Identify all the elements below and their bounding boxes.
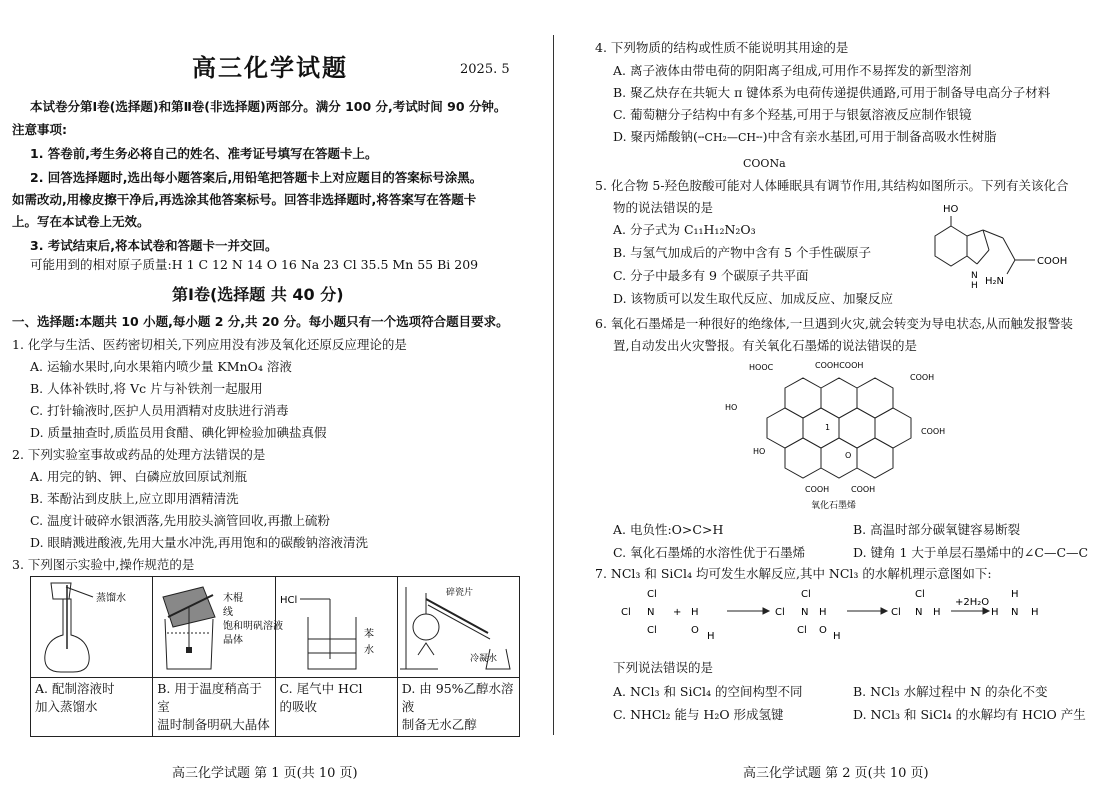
q3-caption-c2: 的吸收 — [279, 699, 318, 714]
q7-option-a: A. NCl₃ 和 SiCl₄ 的空间构型不同 — [613, 684, 803, 699]
q6-option-d: D. 键角 1 大于单层石墨烯中的∠C—C—C — [853, 545, 1089, 560]
q1-option-b: B. 人体补铁时,将 Vc 片与补铁剂一起服用 — [30, 381, 263, 396]
hcl-absorption-figure — [276, 577, 396, 677]
q3-caption-a1: A. 配制溶液时 — [35, 681, 115, 696]
q2-option-a: A. 用完的钠、钾、白磷应放回原试剂瓶 — [30, 469, 247, 484]
graphene-oxide-structure — [725, 358, 955, 513]
q3-cell-b — [153, 577, 284, 737]
svg-text:N: N — [801, 607, 809, 618]
svg-text:Cl: Cl — [775, 607, 785, 618]
mol-nh2: H₂N — [985, 276, 1005, 287]
q3-caption-c1: C. 尾气中 HCl — [279, 681, 363, 696]
svg-text:H: H — [1011, 589, 1019, 600]
footer-page-2: 高三化学试题 第 2 页(共 10 页) — [743, 766, 929, 781]
q5-option-c: C. 分子中最多有 9 个碳原子共平面 — [613, 268, 809, 283]
q4-option-c: C. 葡萄糖分子结构中有多个羟基,可用于与银氨溶液反应制作银镜 — [613, 107, 972, 122]
go-epoxide-o: O — [845, 451, 852, 460]
atomic-masses: 可能用到的相对原子质量:H 1 C 12 N 14 O 16 Na 23 Cl 35.5 Mn 55 Bi 209 — [30, 257, 479, 272]
svg-text:H: H — [819, 607, 827, 618]
svg-text:H: H — [1031, 607, 1039, 618]
go-angle-label: 1 — [825, 423, 831, 432]
distillation-figure — [398, 577, 518, 677]
svg-text:+2H₂O: +2H₂O — [955, 597, 990, 608]
q3-experiment-table — [30, 576, 520, 737]
notes-title: 注意事项: — [12, 122, 67, 137]
note-2a: 2. 回答选择题时,选出每小题答案后,用铅笔把答题卡上对应题目的答案标号涂黑。 — [30, 170, 483, 185]
exam-date: 2025. 5 — [460, 62, 510, 77]
svg-text:O: O — [691, 625, 699, 636]
q5-option-b: B. 与氢气加成后的产物中含有 5 个手性碳原子 — [613, 245, 872, 260]
q4-coona: COONa — [743, 157, 786, 170]
note-2b: 如需改动,用橡皮擦干净后,再选涂其他答案标号。回答非选择题时,将答案写在答题卡 — [12, 192, 477, 207]
q4-polymer-unit: ╌CH₂—CH╌ — [697, 131, 763, 144]
mol-ho: HO — [943, 204, 959, 215]
q2-stem: 2. 下列实验室事故或药品的处理方法错误的是 — [12, 447, 266, 462]
label-cooling-water: 冷凝水 — [469, 654, 497, 664]
svg-text:Cl: Cl — [647, 589, 657, 600]
q3-caption-a2: 加入蒸馏水 — [35, 699, 98, 714]
label-saturated-solution: 饱和明矾溶液 — [223, 621, 284, 632]
svg-text:Cl: Cl — [801, 589, 811, 600]
label-distilled-water: 蒸馏水 — [96, 593, 126, 604]
q1-stem: 1. 化学与生活、医药密切相关,下列应用没有涉及氧化还原反应理论的是 — [12, 337, 407, 352]
q2-option-c: C. 温度计破碎水银洒落,先用胶头滴管回收,再撒上硫粉 — [30, 513, 331, 528]
page-2 — [575, 0, 1110, 800]
section-title: 第Ⅰ卷(选择题 共 40 分) — [172, 285, 344, 304]
svg-text:N: N — [915, 607, 923, 618]
svg-text:N: N — [647, 607, 655, 618]
mol-cooh: COOH — [1037, 256, 1068, 267]
q2-option-b: B. 苯酚沾到皮肤上,应立即用酒精清洗 — [30, 491, 239, 506]
go-cooh-top-right: COOH — [910, 373, 935, 382]
label-crystal: 晶体 — [223, 635, 244, 646]
svg-text:Cl: Cl — [797, 625, 807, 636]
label-hcl: HCl — [279, 595, 297, 606]
q5-stem-2: 物的说法错误的是 — [613, 200, 714, 215]
q7-option-b: B. NCl₃ 水解过程中 N 的杂化不变 — [853, 684, 1048, 699]
svg-text:Cl: Cl — [621, 607, 631, 618]
go-caption: 氧化石墨烯 — [811, 501, 857, 511]
column-divider — [553, 35, 554, 735]
q1-option-c: C. 打针输液时,医护人员用酒精对皮肤进行消毒 — [30, 403, 289, 418]
mol-nh-h: H — [971, 281, 978, 291]
q1-option-a: A. 运输水果时,向水果箱内喷少量 KMnO₄ 溶液 — [30, 359, 292, 374]
volumetric-flask-figure — [31, 577, 151, 677]
svg-text:N: N — [1011, 607, 1019, 618]
label-water: 水 — [363, 645, 374, 656]
q5-option-d: D. 该物质可以发生取代反应、加成反应、加聚反应 — [613, 291, 894, 306]
q3-caption-d1: D. 由 95%乙醇水溶液 — [401, 681, 514, 714]
q6-stem-2: 置,自动发出火灾警报。有关氧化石墨烯的说法错误的是 — [613, 338, 917, 353]
5-htp-structure — [915, 198, 1085, 290]
q3-caption-b1: B. 用于温度稍高于室 — [157, 681, 262, 714]
go-ho-lower: HO — [753, 447, 766, 456]
q7-option-c: C. NHCl₂ 能与 H₂O 形成氢键 — [613, 707, 784, 722]
go-cooh-pair: COOHCOOH — [815, 361, 864, 370]
q4-option-d-end: )中含有亲水基团,可用于制备高吸水性树脂 — [762, 129, 997, 144]
page-1 — [12, 0, 547, 800]
svg-text:H: H — [991, 607, 999, 618]
svg-text:+: + — [673, 607, 682, 618]
crystal-beaker-figure — [153, 577, 284, 677]
q3-stem: 3. 下列图示实验中,操作规范的是 — [12, 557, 195, 572]
mol-nh: N — [971, 271, 978, 281]
q5-stem-1: 5. 化合物 5-羟色胺酸可能对人体睡眠具有调节作用,其结构如图所示。下列有关该化合 — [595, 178, 1069, 193]
label-benzene: 苯 — [363, 629, 374, 640]
go-cooh-bottom-1: COOH — [805, 485, 830, 494]
q7-option-d: D. NCl₃ 和 SiCl₄ 的水解均有 HClO 产生 — [853, 707, 1086, 722]
q3-caption-d2: 制备无水乙醇 — [401, 717, 477, 732]
svg-text:Cl: Cl — [915, 589, 925, 600]
q6-option-b: B. 高温时部分碳氧键容易断裂 — [853, 522, 1021, 537]
q3-caption-b2: 温时制备明矾大晶体 — [157, 717, 270, 732]
q6-stem-1: 6. 氧化石墨烯是一种很好的绝缘体,一旦遇到火灾,就会转变为导电状态,从而触发报警装 — [595, 316, 1073, 331]
svg-text:Cl: Cl — [891, 607, 901, 618]
svg-text:H: H — [691, 607, 699, 618]
ncl3-hydrolysis-mechanism — [615, 585, 1065, 645]
q4-option-d — [613, 129, 996, 146]
go-cooh-bottom-2: COOH — [851, 485, 876, 494]
svg-text:H: H — [707, 631, 715, 642]
q6-option-c: C. 氧化石墨烯的水溶性优于石墨烯 — [613, 545, 806, 560]
go-ho-left: HO — [725, 403, 738, 412]
note-1: 1. 答卷前,考生务必将自己的姓名、准考证号填写在答题卡上。 — [30, 146, 378, 161]
footer-page-1: 高三化学试题 第 1 页(共 10 页) — [172, 766, 358, 781]
note-3: 3. 考试结束后,将本试卷和答题卡一并交回。 — [30, 238, 278, 253]
q5-option-a: A. 分子式为 C₁₁H₁₂N₂O₃ — [613, 222, 756, 237]
intro-line: 本试卷分第Ⅰ卷(选择题)和第Ⅱ卷(非选择题)两部分。满分 100 分,考试时间 90 分钟。 — [30, 99, 507, 114]
label-thread: 线 — [223, 607, 234, 618]
svg-text:H: H — [833, 631, 841, 642]
q4-option-a: A. 离子液体由带电荷的阴阳离子组成,可用作不易挥发的新型溶剂 — [613, 63, 972, 78]
note-2c: 上。写在本试卷上无效。 — [12, 214, 150, 229]
section-instructions: 一、选择题:本题共 10 小题,每小题 2 分,共 20 分。每小题只有一个选项符合题目要求。 — [12, 314, 509, 329]
svg-text:Cl: Cl — [647, 625, 657, 636]
q7-prompt: 下列说法错误的是 — [613, 660, 714, 675]
q6-option-a: A. 电负性:O>C>H — [613, 522, 724, 537]
page-title: 高三化学试题 — [192, 54, 348, 82]
label-porcelain-chips: 碎瓷片 — [445, 588, 473, 598]
go-cooh-right: COOH — [921, 427, 946, 436]
q3-cell-a — [31, 577, 153, 737]
svg-text:H: H — [933, 607, 941, 618]
go-hooc: HOOC — [749, 363, 774, 372]
svg-text:O: O — [819, 625, 827, 636]
q4-stem: 4. 下列物质的结构或性质不能说明其用途的是 — [595, 40, 849, 55]
q7-stem: 7. NCl₃ 和 SiCl₄ 均可发生水解反应,其中 NCl₃ 的水解机理示意图如下: — [595, 566, 992, 581]
q3-cell-c — [275, 577, 397, 737]
q4-option-b: B. 聚乙炔存在共轭大 π 键体系为电荷传递提供通路,可用于制备导电高分子材料 — [613, 85, 1051, 100]
q3-cell-d — [397, 577, 519, 737]
q4-option-d-start: D. 聚丙烯酸钠( — [613, 129, 698, 144]
q1-option-d: D. 质量抽查时,质监员用食醋、碘化钾检验加碘盐真假 — [30, 425, 327, 440]
q2-option-d: D. 眼睛溅进酸液,先用大量水冲洗,再用饱和的碳酸钠溶液清洗 — [30, 535, 368, 550]
label-stick: 木棍 — [223, 593, 244, 604]
